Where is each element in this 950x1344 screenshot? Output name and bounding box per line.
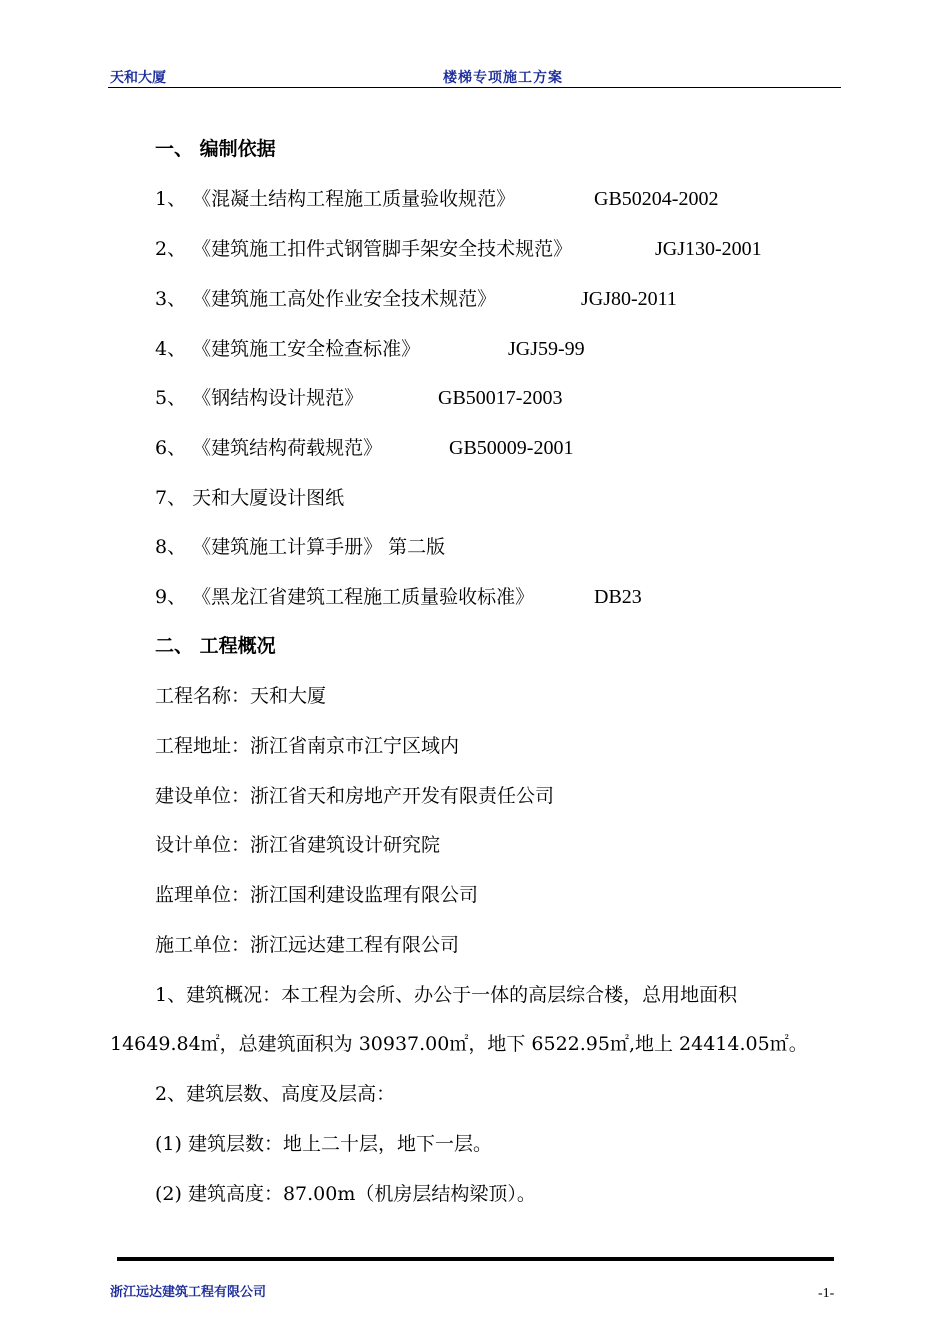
header-project-name: 天和大厦 xyxy=(110,70,166,86)
project-name-row: 工程名称：天和大厦 xyxy=(155,685,327,707)
floor-count-line: (1) 建筑层数：地上二十层，地下一层。 xyxy=(155,1133,492,1155)
reference-title: 6、 《建筑结构荷载规范》 xyxy=(155,437,383,459)
reference-item-8: 8、 《建筑施工计算手册》 第二版 xyxy=(155,536,446,558)
reference-code-4: JGJ59-99 xyxy=(508,338,585,360)
reference-code-9: DB23 xyxy=(594,586,642,608)
designer-row: 设计单位：浙江省建筑设计研究院 xyxy=(155,834,441,856)
reference-code-3: JGJ80-2011 xyxy=(581,288,677,310)
reference-title: 1、 《混凝土结构工程施工质量验收规范》 xyxy=(155,188,516,210)
developer-row: 建设单位：浙江省天和房地产开发有限责任公司 xyxy=(155,785,555,807)
reference-title: 3、 《建筑施工高处作业安全技术规范》 xyxy=(155,288,497,310)
building-overview-line-2: 14649.84㎡，总建筑面积为 30937.00㎡，地下 6522.95㎡,地上 24414.05㎡。 xyxy=(110,1033,808,1055)
reference-item-2 xyxy=(155,236,572,262)
reference-code-2: JGJ130-2001 xyxy=(655,238,762,260)
supervisor-row: 监理单位：浙江国利建设监理有限公司 xyxy=(155,884,479,906)
reference-code-1: GB50204-2002 xyxy=(594,188,719,210)
reference-item-1 xyxy=(155,186,515,212)
reference-code-5: GB50017-2003 xyxy=(438,387,563,409)
reference-title: 9、 《黑龙江省建筑工程施工质量验收标准》 xyxy=(155,586,535,608)
reference-title: 2、 《建筑施工扣件式钢管脚手架安全技术规范》 xyxy=(155,238,573,260)
project-address-row: 工程地址：浙江省南京市江宁区域内 xyxy=(155,735,460,757)
reference-item-5 xyxy=(155,385,363,411)
reference-item-9 xyxy=(155,584,534,610)
building-overview-line-1: 1、建筑概况：本工程为会所、办公于一体的高层综合楼，总用地面积 xyxy=(155,984,738,1006)
header-document-title: 楼梯专项施工方案 xyxy=(443,70,563,86)
page-number: -1- xyxy=(818,1286,835,1301)
reference-item-3 xyxy=(155,286,496,312)
header-rule xyxy=(108,87,841,88)
footer-rule xyxy=(117,1257,834,1261)
section-2-title: 二、 工程概况 xyxy=(155,635,276,657)
reference-title: 5、 《钢结构设计规范》 xyxy=(155,387,364,409)
reference-item-6 xyxy=(155,435,382,461)
contractor-row: 施工单位：浙江远达建工程有限公司 xyxy=(155,934,460,956)
section-1-title: 一、 编制依据 xyxy=(155,138,276,160)
reference-item-4 xyxy=(155,336,420,362)
reference-code-6: GB50009-2001 xyxy=(449,437,574,459)
reference-title: 4、 《建筑施工安全检查标准》 xyxy=(155,338,421,360)
reference-item-7: 7、 天和大厦设计图纸 xyxy=(155,487,345,509)
floors-heights-heading: 2、建筑层数、高度及层高： xyxy=(155,1083,396,1105)
building-height-line: (2) 建筑高度：87.00m（机房层结构梁顶）。 xyxy=(155,1183,536,1205)
footer-company: 浙江远达建筑工程有限公司 xyxy=(110,1285,267,1300)
